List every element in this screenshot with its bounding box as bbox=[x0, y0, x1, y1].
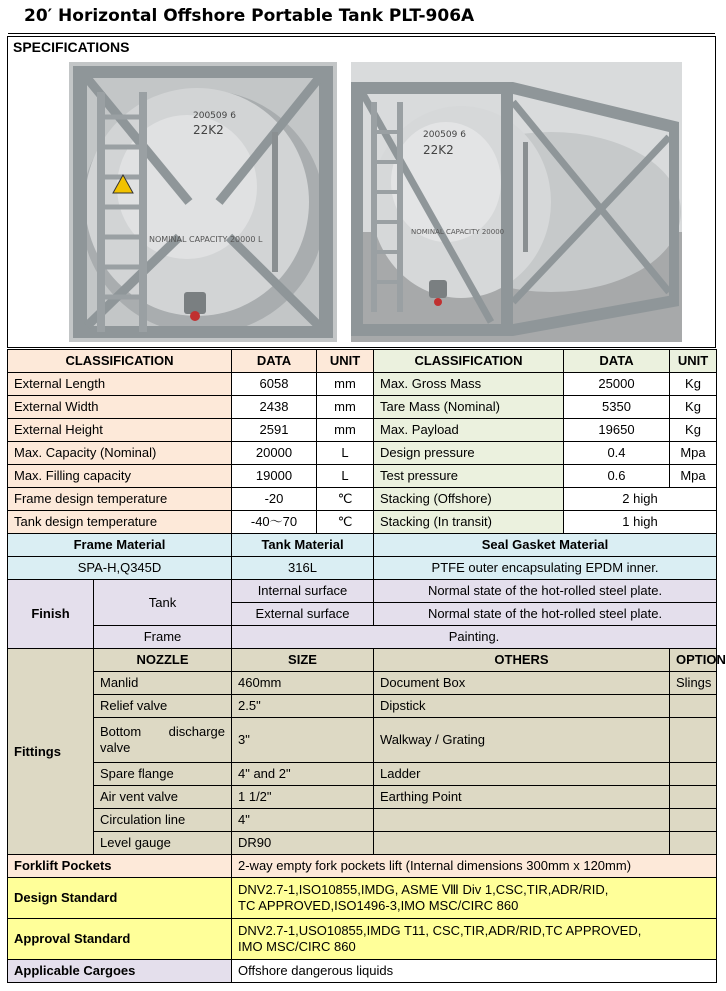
page-title: 20′ Horizontal Offshore Portable Tank PLT-906A bbox=[24, 6, 475, 26]
option-fitting bbox=[670, 786, 717, 809]
nozzle-name-multiline bbox=[94, 718, 232, 763]
spec-unit: Kg bbox=[670, 396, 717, 419]
cargoes-label: Applicable Cargoes bbox=[8, 960, 232, 983]
fittings-label: Fittings bbox=[8, 649, 94, 855]
tank-serial-marking-2: 200509 6 bbox=[423, 130, 466, 140]
tank-angled-photo bbox=[351, 62, 682, 342]
nozzle-name: Manlid bbox=[94, 672, 232, 695]
forklift-label: Forklift Pockets bbox=[8, 855, 232, 878]
gasket-material-value: PTFE outer encapsulating EPDM inner. bbox=[374, 557, 717, 580]
finish-frame-label: Frame bbox=[94, 626, 232, 649]
spec-unit: Mpa bbox=[670, 442, 717, 465]
approval-standard-line2: IMO MSC/CIRC 860 bbox=[238, 939, 356, 954]
internal-surface-label: Internal surface bbox=[232, 580, 374, 603]
other-fitting: Earthing Point bbox=[374, 786, 670, 809]
spec-label: Max. Filling capacity bbox=[8, 465, 232, 488]
tank-front-photo bbox=[69, 62, 337, 342]
spec-value: 5350 bbox=[564, 396, 670, 419]
spec-value: 0.4 bbox=[564, 442, 670, 465]
gasket-material-header: Seal Gasket Material bbox=[374, 534, 717, 557]
option-fitting: Slings bbox=[670, 672, 717, 695]
spec-label: Tare Mass (Nominal) bbox=[374, 396, 564, 419]
spec-label: Design pressure bbox=[374, 442, 564, 465]
design-standard-value bbox=[232, 878, 717, 919]
external-surface-value: Normal state of the hot-rolled steel plate. bbox=[374, 603, 717, 626]
capacity-marking: NOMINAL CAPACITY 20000 L bbox=[149, 235, 263, 244]
spec-value: 2 high bbox=[564, 488, 717, 511]
spec-unit: mm bbox=[317, 419, 374, 442]
finish-label: Finish bbox=[8, 580, 94, 649]
frame-material-value: SPA-H,Q345D bbox=[8, 557, 232, 580]
tank-serial-marking: 200509 6 bbox=[193, 111, 236, 121]
other-fitting: Ladder bbox=[374, 763, 670, 786]
spec-label: Max. Gross Mass bbox=[374, 373, 564, 396]
option-fitting bbox=[670, 809, 717, 832]
design-standard-line1: DNV2.7-1,ISO10855,IMDG, ASME Ⅷ Div 1,CSC,TIR,ADR/RID, bbox=[238, 882, 609, 897]
external-surface-label: External surface bbox=[232, 603, 374, 626]
spec-unit: Mpa bbox=[670, 465, 717, 488]
frame-material-header: Frame Material bbox=[8, 534, 232, 557]
spec-table bbox=[7, 349, 726, 983]
unit-header-2: UNIT bbox=[670, 350, 717, 373]
other-fitting bbox=[374, 832, 670, 855]
spec-value: 1 high bbox=[564, 511, 717, 534]
other-fitting: Document Box bbox=[374, 672, 670, 695]
spec-value: 6058 bbox=[232, 373, 317, 396]
spec-unit: Kg bbox=[670, 373, 717, 396]
spec-value: 20000 bbox=[232, 442, 317, 465]
spec-value: -40～70 bbox=[232, 511, 317, 534]
nozzle-name: Air vent valve bbox=[94, 786, 232, 809]
spec-label: Stacking (Offshore) bbox=[374, 488, 564, 511]
spec-unit: Kg bbox=[670, 419, 717, 442]
internal-surface-value: Normal state of the hot-rolled steel plate. bbox=[374, 580, 717, 603]
nozzle-size: 3" bbox=[232, 718, 374, 763]
spec-value: 19000 bbox=[232, 465, 317, 488]
tank-material-header: Tank Material bbox=[232, 534, 374, 557]
nozzle-size: 460mm bbox=[232, 672, 374, 695]
other-fitting: Dipstick bbox=[374, 695, 670, 718]
spec-label: Tank design temperature bbox=[8, 511, 232, 534]
option-fitting bbox=[670, 718, 717, 763]
spec-unit: mm bbox=[317, 396, 374, 419]
section-heading: SPECIFICATIONS bbox=[13, 39, 130, 55]
tank-material-value: 316L bbox=[232, 557, 374, 580]
other-fitting bbox=[374, 809, 670, 832]
approval-standard-value bbox=[232, 919, 717, 960]
spec-label: Test pressure bbox=[374, 465, 564, 488]
spec-label: External Length bbox=[8, 373, 232, 396]
spec-unit: ℃ bbox=[317, 511, 374, 534]
spec-label: External Height bbox=[8, 419, 232, 442]
nozzle-name: Relief valve bbox=[94, 695, 232, 718]
spec-unit: mm bbox=[317, 373, 374, 396]
nozzle-size: DR90 bbox=[232, 832, 374, 855]
spec-unit: L bbox=[317, 465, 374, 488]
forklift-value: 2-way empty fork pockets lift (Internal dimensions 300mm x 120mm) bbox=[232, 855, 717, 878]
cargoes-value: Offshore dangerous liquids bbox=[232, 960, 717, 983]
tank-type-marking: 22K2 bbox=[193, 123, 224, 137]
spec-unit: L bbox=[317, 442, 374, 465]
tank-type-marking-2: 22K2 bbox=[423, 143, 454, 157]
finish-frame-value: Painting. bbox=[232, 626, 717, 649]
data-header: DATA bbox=[232, 350, 317, 373]
nozzle-name-line2: valve bbox=[100, 740, 131, 755]
spec-label: Max. Capacity (Nominal) bbox=[8, 442, 232, 465]
classification-header: CLASSIFICATION bbox=[8, 350, 232, 373]
design-standard-line2: TC APPROVED,ISO1496-3,IMO MSC/CIRC 860 bbox=[238, 898, 519, 913]
nozzle-size: 2.5" bbox=[232, 695, 374, 718]
nozzle-name: Circulation line bbox=[94, 809, 232, 832]
title-divider bbox=[8, 33, 715, 34]
spec-label: Frame design temperature bbox=[8, 488, 232, 511]
nozzle-size: 1 1/2" bbox=[232, 786, 374, 809]
spec-value: 0.6 bbox=[564, 465, 670, 488]
classification-header-2: CLASSIFICATION bbox=[374, 350, 564, 373]
option-fitting bbox=[670, 832, 717, 855]
nozzle-size: 4" bbox=[232, 809, 374, 832]
spec-label: Stacking (In transit) bbox=[374, 511, 564, 534]
design-standard-label: Design Standard bbox=[8, 878, 232, 919]
spec-label: External Width bbox=[8, 396, 232, 419]
spec-value: 2438 bbox=[232, 396, 317, 419]
spec-unit: ℃ bbox=[317, 488, 374, 511]
spec-value: 19650 bbox=[564, 419, 670, 442]
approval-standard-label: Approval Standard bbox=[8, 919, 232, 960]
nozzle-header: NOZZLE bbox=[94, 649, 232, 672]
finish-tank-label: Tank bbox=[94, 580, 232, 626]
approval-standard-line1: DNV2.7-1,USO10855,IMDG T11, CSC,TIR,ADR/RID,TC APPROVED, bbox=[238, 923, 642, 938]
nozzle-name-line1: Bottom discharge bbox=[100, 724, 225, 739]
others-header: OTHERS bbox=[374, 649, 670, 672]
spec-value: 25000 bbox=[564, 373, 670, 396]
spec-value: 2591 bbox=[232, 419, 317, 442]
size-header: SIZE bbox=[232, 649, 374, 672]
nozzle-size: 4" and 2" bbox=[232, 763, 374, 786]
data-header-2: DATA bbox=[564, 350, 670, 373]
other-fitting: Walkway / Grating bbox=[374, 718, 670, 763]
option-fitting bbox=[670, 763, 717, 786]
spec-value: -20 bbox=[232, 488, 317, 511]
option-fitting bbox=[670, 695, 717, 718]
unit-header: UNIT bbox=[317, 350, 374, 373]
option-header: OPTION bbox=[670, 649, 717, 672]
spec-label: Max. Payload bbox=[374, 419, 564, 442]
nozzle-name: Level gauge bbox=[94, 832, 232, 855]
capacity-marking-2: NOMINAL CAPACITY 20000 bbox=[411, 228, 505, 236]
nozzle-name: Spare flange bbox=[94, 763, 232, 786]
